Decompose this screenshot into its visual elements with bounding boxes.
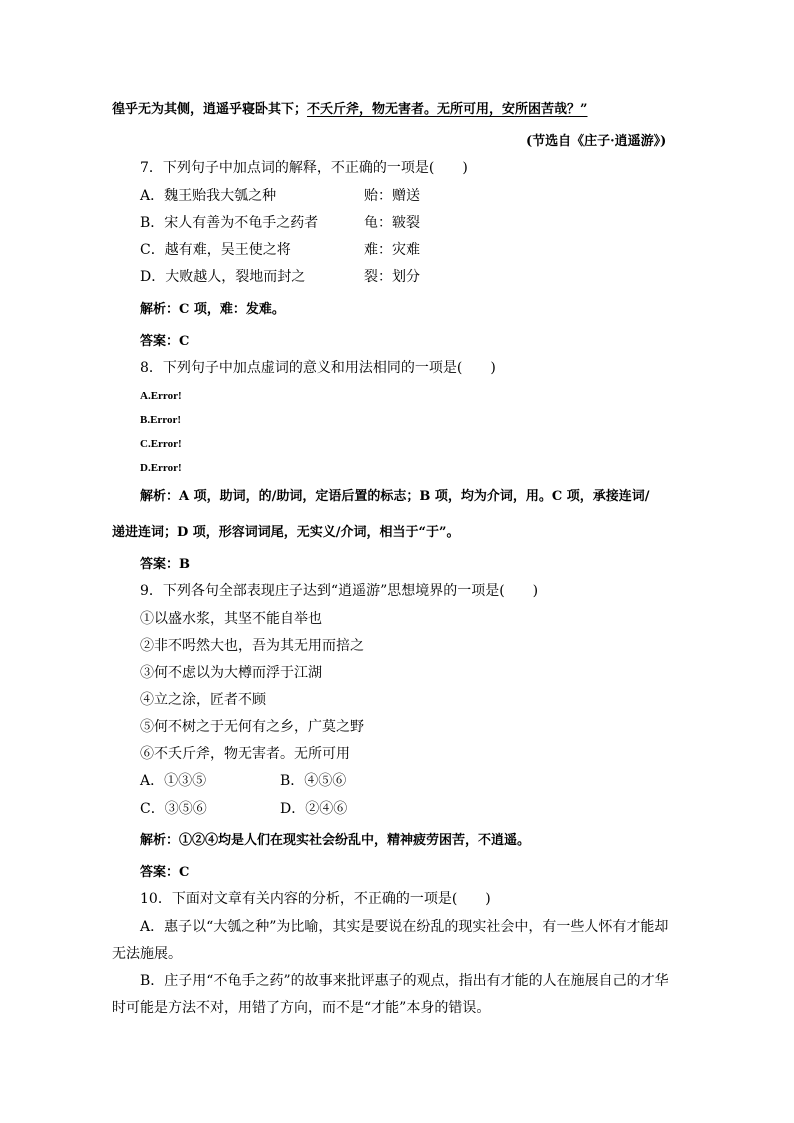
passage-underlined-text: 不夭斤斧，物无害者。无所可用，安所困苦哉？” xyxy=(307,102,588,117)
q9-item-1: ①以盛水浆，其坚不能自举也 xyxy=(140,611,322,627)
q9-item-5: ⑤何不树之于无何有之乡，广莫之野 xyxy=(140,719,364,735)
q8-stem: 8．下列句子中加点虚词的意义和用法相同的一项是( ) xyxy=(140,360,496,376)
q8-answer: 答案：B xyxy=(140,557,190,572)
q10-option-b-line-1: B．庄子用“不龟手之药”的故事来批评惠子的观点，指出有才能的人在施展自己的才华 xyxy=(140,973,669,989)
q7-option-c-gloss: 难：灾难 xyxy=(364,242,420,258)
q7-answer: 答案：C xyxy=(140,334,190,349)
q9-option-b: B．④⑤⑥ xyxy=(280,773,347,789)
q7-option-c: C．越有难，吴王使之将 xyxy=(140,242,291,258)
passage-text: 徨乎无为其侧，逍遥乎寝卧其下； xyxy=(112,102,308,117)
passage-source: (节选自《庄子·逍遥游》) xyxy=(526,134,667,149)
q9-option-c: C．③⑤⑥ xyxy=(140,801,207,817)
q9-analysis: 解析：①②④均是人们在现实社会纷乱中，精神疲劳困苦，不逍遥。 xyxy=(140,833,531,848)
q9-answer: 答案：C xyxy=(140,865,190,880)
q9-item-4: ④立之涂，匠者不顾 xyxy=(140,692,266,708)
q8-option-b: B.Error! xyxy=(140,414,182,426)
q9-option-d: D．②④⑥ xyxy=(280,801,348,817)
q7-option-a-gloss: 贻：赠送 xyxy=(364,188,420,204)
q7-option-d-gloss: 裂：划分 xyxy=(364,269,420,285)
q7-option-b: B．宋人有善为不龟手之药者 xyxy=(140,215,319,231)
q9-item-6: ⑥不夭斤斧，物无害者。无所可用 xyxy=(140,746,350,762)
q7-analysis: 解析：C 项，难：发难。 xyxy=(140,302,285,317)
q7-stem: 7．下列句子中加点词的解释，不正确的一项是( ) xyxy=(140,160,468,176)
q8-option-c: C.Error! xyxy=(140,438,182,450)
q10-stem: 10．下面对文章有关内容的分析，不正确的一项是( ) xyxy=(140,891,491,907)
q7-option-d: D．大败越人，裂地而封之 xyxy=(140,269,306,285)
q8-option-a: A.Error! xyxy=(140,390,182,402)
q9-stem: 9．下列各句全部表现庄子达到“逍遥游”思想境界的一项是( ) xyxy=(140,583,539,599)
q10-option-a-line-2: 无法施展。 xyxy=(112,946,182,962)
q8-analysis-line-1: 解析：A 项，助词，的/助词，定语后置的标志；B 项，均为介词，用。C 项，承接连词/ xyxy=(140,489,650,504)
q10-option-a-line-1: A．惠子以“大瓠之种”为比喻，其实是要说在纷乱的现实社会中，有一些人怀有才能却 xyxy=(140,919,669,935)
passage-line xyxy=(112,101,588,119)
q7-option-b-gloss: 龟：皲裂 xyxy=(364,215,420,231)
q8-option-d: D.Error! xyxy=(140,462,182,474)
q9-item-3: ③何不虑以为大樽而浮于江湖 xyxy=(140,665,322,681)
q9-item-2: ②非不呺然大也，吾为其无用而掊之 xyxy=(140,638,364,654)
q8-analysis-line-2: 递进连词；D 项，形容词词尾，无实义/介词，相当于“于”。 xyxy=(112,525,460,540)
q9-option-a: A．①③⑤ xyxy=(140,773,207,789)
q7-option-a: A．魏王贻我大瓠之种 xyxy=(140,188,277,204)
q10-option-b-line-2: 时可能是方法不对，用错了方向，而不是“才能”本身的错误。 xyxy=(112,1000,491,1016)
